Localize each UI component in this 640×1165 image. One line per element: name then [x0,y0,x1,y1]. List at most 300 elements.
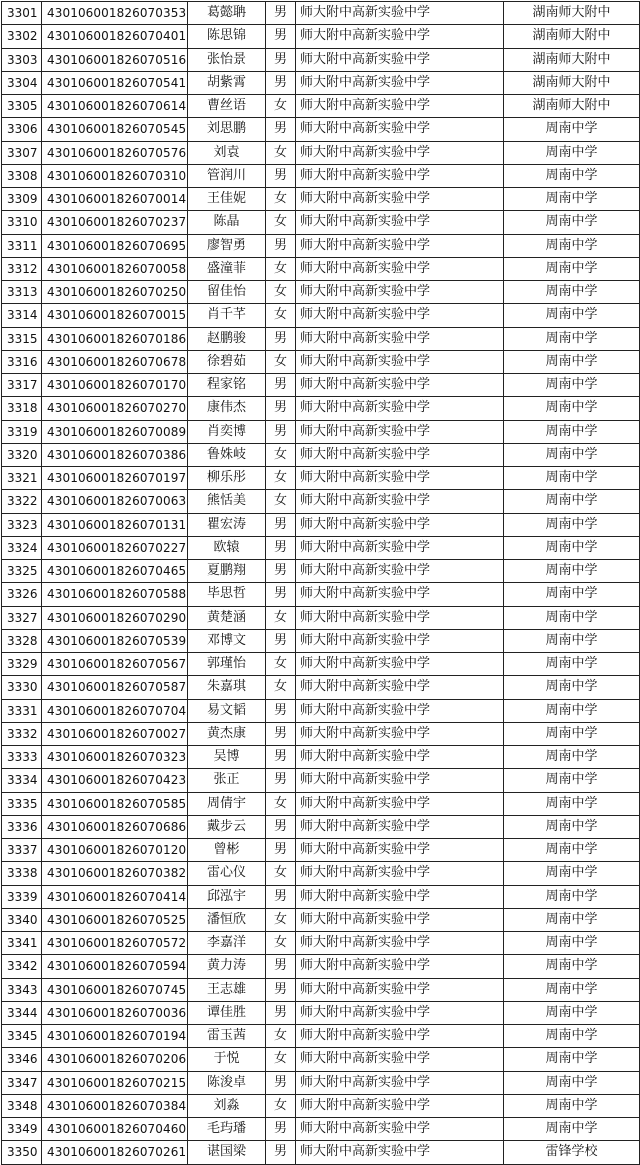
cell-origin-school: 师大附中高新实验中学 [296,722,504,745]
cell-gender: 女 [266,490,296,513]
cell-number: 3302 [2,25,42,48]
cell-gender: 女 [266,862,296,885]
cell-exam-id: 430106001826070227 [42,536,188,559]
cell-gender: 女 [266,188,296,211]
cell-gender: 男 [266,71,296,94]
cell-name: 朱嘉琪 [188,676,266,699]
cell-number: 3307 [2,141,42,164]
cell-gender: 女 [266,304,296,327]
cell-admitted-school: 周南中学 [504,955,640,978]
cell-gender: 女 [266,141,296,164]
cell-admitted-school: 湖南师大附中 [504,48,640,71]
cell-gender: 女 [266,350,296,373]
cell-admitted-school: 周南中学 [504,746,640,769]
cell-gender: 男 [266,2,296,25]
cell-exam-id: 430106001826070014 [42,188,188,211]
cell-origin-school: 师大附中高新实验中学 [296,443,504,466]
cell-exam-id: 430106001826070572 [42,932,188,955]
cell-exam-id: 430106001826070206 [42,1048,188,1071]
cell-name: 夏鹏翔 [188,560,266,583]
cell-number: 3343 [2,978,42,1001]
cell-name: 管润川 [188,164,266,187]
cell-number: 3339 [2,885,42,908]
cell-name: 曾彬 [188,839,266,862]
cell-number: 3325 [2,560,42,583]
cell-number: 3336 [2,815,42,838]
cell-exam-id: 430106001826070063 [42,490,188,513]
table-row [2,792,640,815]
cell-name: 张正 [188,769,266,792]
table-row [2,95,640,118]
cell-admitted-school: 周南中学 [504,211,640,234]
table-row [2,955,640,978]
cell-origin-school: 师大附中高新实验中学 [296,885,504,908]
cell-number: 3315 [2,327,42,350]
cell-origin-school: 师大附中高新实验中学 [296,141,504,164]
cell-admitted-school: 周南中学 [504,839,640,862]
cell-number: 3335 [2,792,42,815]
cell-exam-id: 430106001826070414 [42,885,188,908]
table-row [2,1001,640,1024]
table-row [2,1048,640,1071]
cell-name: 张怡景 [188,48,266,71]
cell-name: 黄力涛 [188,955,266,978]
cell-exam-id: 430106001826070131 [42,513,188,536]
cell-exam-id: 430106001826070460 [42,1118,188,1141]
table-row [2,932,640,955]
table-row [2,885,640,908]
cell-name: 徐碧茹 [188,350,266,373]
cell-admitted-school: 周南中学 [504,1048,640,1071]
cell-exam-id: 430106001826070015 [42,304,188,327]
cell-gender: 女 [266,932,296,955]
cell-admitted-school: 周南中学 [504,815,640,838]
cell-gender: 女 [266,792,296,815]
cell-number: 3338 [2,862,42,885]
cell-admitted-school: 周南中学 [504,327,640,350]
cell-exam-id: 430106001826070686 [42,815,188,838]
table-row [2,490,640,513]
cell-admitted-school: 周南中学 [504,536,640,559]
table-row [2,699,640,722]
table-row [2,164,640,187]
cell-name: 鲁姝岐 [188,443,266,466]
cell-number: 3317 [2,374,42,397]
cell-gender: 男 [266,699,296,722]
table-row [2,48,640,71]
cell-exam-id: 430106001826070058 [42,257,188,280]
cell-exam-id: 430106001826070423 [42,769,188,792]
cell-number: 3334 [2,769,42,792]
cell-name: 易文韬 [188,699,266,722]
cell-origin-school: 师大附中高新实验中学 [296,653,504,676]
cell-admitted-school: 湖南师大附中 [504,2,640,25]
cell-number: 3344 [2,1001,42,1024]
cell-gender: 男 [266,1141,296,1164]
cell-name: 于悦 [188,1048,266,1071]
table-row [2,653,640,676]
cell-admitted-school: 周南中学 [504,397,640,420]
cell-admitted-school: 周南中学 [504,885,640,908]
cell-name: 吴博 [188,746,266,769]
cell-name: 康伟杰 [188,397,266,420]
cell-exam-id: 430106001826070695 [42,234,188,257]
table-row [2,676,640,699]
cell-name: 雷心仪 [188,862,266,885]
cell-name: 郭瑾怡 [188,653,266,676]
table-row [2,560,640,583]
cell-origin-school: 师大附中高新实验中学 [296,629,504,652]
cell-origin-school: 师大附中高新实验中学 [296,932,504,955]
cell-number: 3311 [2,234,42,257]
cell-number: 3346 [2,1048,42,1071]
cell-exam-id: 430106001826070516 [42,48,188,71]
cell-admitted-school: 周南中学 [504,118,640,141]
cell-number: 3304 [2,71,42,94]
cell-exam-id: 430106001826070525 [42,908,188,931]
cell-admitted-school: 周南中学 [504,792,640,815]
table-row [2,420,640,443]
table-row [2,71,640,94]
cell-number: 3332 [2,722,42,745]
cell-name: 程家铭 [188,374,266,397]
cell-name: 周倩宇 [188,792,266,815]
cell-admitted-school: 周南中学 [504,281,640,304]
cell-admitted-school: 周南中学 [504,513,640,536]
cell-admitted-school: 周南中学 [504,560,640,583]
cell-admitted-school: 周南中学 [504,443,640,466]
table-row [2,2,640,25]
table-row [2,118,640,141]
cell-admitted-school: 周南中学 [504,1118,640,1141]
table-row [2,1025,640,1048]
table-row [2,839,640,862]
table-row [2,1118,640,1141]
cell-origin-school: 师大附中高新实验中学 [296,327,504,350]
cell-exam-id: 430106001826070588 [42,583,188,606]
table-row [2,746,640,769]
cell-admitted-school: 周南中学 [504,141,640,164]
cell-number: 3340 [2,908,42,931]
cell-gender: 女 [266,1025,296,1048]
cell-exam-id: 430106001826070170 [42,374,188,397]
table-row [2,141,640,164]
cell-name: 曹丝语 [188,95,266,118]
cell-origin-school: 师大附中高新实验中学 [296,25,504,48]
cell-number: 3337 [2,839,42,862]
cell-name: 留佳怡 [188,281,266,304]
cell-exam-id: 430106001826070386 [42,443,188,466]
cell-gender: 女 [266,653,296,676]
cell-name: 王志雄 [188,978,266,1001]
cell-origin-school: 师大附中高新实验中学 [296,746,504,769]
cell-origin-school: 师大附中高新实验中学 [296,978,504,1001]
cell-number: 3306 [2,118,42,141]
cell-gender: 男 [266,978,296,1001]
cell-name: 邓博文 [188,629,266,652]
cell-number: 3347 [2,1071,42,1094]
cell-gender: 男 [266,327,296,350]
cell-admitted-school: 周南中学 [504,467,640,490]
cell-number: 3318 [2,397,42,420]
cell-name: 肖千芊 [188,304,266,327]
cell-gender: 男 [266,48,296,71]
cell-name: 王佳妮 [188,188,266,211]
cell-exam-id: 430106001826070465 [42,560,188,583]
cell-exam-id: 430106001826070250 [42,281,188,304]
cell-admitted-school: 周南中学 [504,304,640,327]
cell-number: 3316 [2,350,42,373]
cell-number: 3314 [2,304,42,327]
cell-gender: 男 [266,722,296,745]
cell-exam-id: 430106001826070384 [42,1094,188,1117]
cell-exam-id: 430106001826070576 [42,141,188,164]
cell-admitted-school: 周南中学 [504,699,640,722]
cell-gender: 男 [266,583,296,606]
cell-number: 3310 [2,211,42,234]
cell-exam-id: 430106001826070310 [42,164,188,187]
table-row [2,629,640,652]
cell-number: 3303 [2,48,42,71]
cell-admitted-school: 周南中学 [504,350,640,373]
cell-admitted-school: 周南中学 [504,1094,640,1117]
cell-gender: 女 [266,908,296,931]
table-row [2,513,640,536]
table-row [2,443,640,466]
cell-name: 陈浚卓 [188,1071,266,1094]
cell-admitted-school: 周南中学 [504,164,640,187]
cell-number: 3313 [2,281,42,304]
cell-admitted-school: 周南中学 [504,676,640,699]
cell-name: 刘思鹏 [188,118,266,141]
cell-origin-school: 师大附中高新实验中学 [296,374,504,397]
table-row [2,862,640,885]
cell-name: 柳乐彤 [188,467,266,490]
cell-origin-school: 师大附中高新实验中学 [296,908,504,931]
cell-origin-school: 师大附中高新实验中学 [296,1094,504,1117]
cell-number: 3331 [2,699,42,722]
cell-exam-id: 430106001826070323 [42,746,188,769]
cell-name: 瞿宏涛 [188,513,266,536]
cell-name: 廖智勇 [188,234,266,257]
table-row [2,1141,640,1164]
cell-number: 3324 [2,536,42,559]
cell-exam-id: 430106001826070704 [42,699,188,722]
cell-number: 3330 [2,676,42,699]
cell-gender: 男 [266,118,296,141]
cell-name: 雷玉茜 [188,1025,266,1048]
cell-exam-id: 430106001826070614 [42,95,188,118]
table-row [2,281,640,304]
cell-exam-id: 430106001826070261 [42,1141,188,1164]
cell-origin-school: 师大附中高新实验中学 [296,188,504,211]
cell-admitted-school: 周南中学 [504,908,640,931]
cell-origin-school: 师大附中高新实验中学 [296,257,504,280]
table-row [2,374,640,397]
table-row [2,211,640,234]
cell-origin-school: 师大附中高新实验中学 [296,676,504,699]
cell-exam-id: 430106001826070237 [42,211,188,234]
cell-number: 3333 [2,746,42,769]
cell-exam-id: 430106001826070186 [42,327,188,350]
cell-number: 3348 [2,1094,42,1117]
cell-origin-school: 师大附中高新实验中学 [296,467,504,490]
table-row [2,397,640,420]
cell-admitted-school: 雷锋学校 [504,1141,640,1164]
cell-number: 3312 [2,257,42,280]
cell-number: 3321 [2,467,42,490]
cell-origin-school: 师大附中高新实验中学 [296,71,504,94]
cell-gender: 男 [266,1071,296,1094]
cell-number: 3320 [2,443,42,466]
cell-admitted-school: 周南中学 [504,606,640,629]
cell-origin-school: 师大附中高新实验中学 [296,1025,504,1048]
cell-admitted-school: 湖南师大附中 [504,95,640,118]
cell-admitted-school: 周南中学 [504,629,640,652]
cell-number: 3301 [2,2,42,25]
cell-name: 陈思锦 [188,25,266,48]
cell-admitted-school: 周南中学 [504,188,640,211]
cell-gender: 男 [266,815,296,838]
cell-origin-school: 师大附中高新实验中学 [296,420,504,443]
table-row [2,467,640,490]
table-row [2,536,640,559]
cell-number: 3342 [2,955,42,978]
cell-name: 胡紫霄 [188,71,266,94]
cell-gender: 女 [266,443,296,466]
cell-gender: 男 [266,839,296,862]
cell-gender: 女 [266,1094,296,1117]
table-row [2,304,640,327]
cell-name: 李嘉洋 [188,932,266,955]
cell-gender: 男 [266,25,296,48]
cell-admitted-school: 周南中学 [504,490,640,513]
cell-gender: 男 [266,164,296,187]
cell-admitted-school: 周南中学 [504,234,640,257]
cell-name: 葛懿聃 [188,2,266,25]
cell-number: 3345 [2,1025,42,1048]
cell-gender: 男 [266,234,296,257]
cell-gender: 男 [266,536,296,559]
cell-gender: 男 [266,746,296,769]
cell-origin-school: 师大附中高新实验中学 [296,281,504,304]
cell-exam-id: 430106001826070745 [42,978,188,1001]
table-row [2,257,640,280]
cell-origin-school: 师大附中高新实验中学 [296,839,504,862]
cell-number: 3323 [2,513,42,536]
cell-origin-school: 师大附中高新实验中学 [296,862,504,885]
cell-origin-school: 师大附中高新实验中学 [296,350,504,373]
cell-gender: 男 [266,629,296,652]
cell-name: 熊恬美 [188,490,266,513]
cell-admitted-school: 周南中学 [504,722,640,745]
cell-name: 陈晶 [188,211,266,234]
cell-exam-id: 430106001826070401 [42,25,188,48]
cell-origin-school: 师大附中高新实验中学 [296,815,504,838]
cell-exam-id: 430106001826070594 [42,955,188,978]
cell-name: 刘淼 [188,1094,266,1117]
cell-number: 3305 [2,95,42,118]
cell-exam-id: 430106001826070194 [42,1025,188,1048]
cell-origin-school: 师大附中高新实验中学 [296,164,504,187]
cell-origin-school: 师大附中高新实验中学 [296,1118,504,1141]
admission-table [1,1,640,1165]
cell-exam-id: 430106001826070353 [42,2,188,25]
cell-exam-id: 430106001826070545 [42,118,188,141]
cell-number: 3329 [2,653,42,676]
table-row [2,1094,640,1117]
cell-exam-id: 430106001826070120 [42,839,188,862]
cell-name: 盛潼菲 [188,257,266,280]
cell-gender: 女 [266,95,296,118]
cell-gender: 男 [266,955,296,978]
cell-gender: 女 [266,211,296,234]
cell-exam-id: 430106001826070270 [42,397,188,420]
cell-origin-school: 师大附中高新实验中学 [296,769,504,792]
cell-name: 邱泓宇 [188,885,266,908]
cell-admitted-school: 周南中学 [504,1071,640,1094]
cell-gender: 男 [266,1118,296,1141]
cell-admitted-school: 周南中学 [504,653,640,676]
cell-gender: 男 [266,1001,296,1024]
cell-origin-school: 师大附中高新实验中学 [296,234,504,257]
cell-number: 3309 [2,188,42,211]
cell-origin-school: 师大附中高新实验中学 [296,211,504,234]
cell-admitted-school: 周南中学 [504,583,640,606]
cell-name: 毛玙璠 [188,1118,266,1141]
cell-origin-school: 师大附中高新实验中学 [296,118,504,141]
cell-number: 3308 [2,164,42,187]
table-row [2,722,640,745]
cell-origin-school: 师大附中高新实验中学 [296,1141,504,1164]
cell-admitted-school: 湖南师大附中 [504,71,640,94]
cell-number: 3327 [2,606,42,629]
cell-exam-id: 430106001826070382 [42,862,188,885]
cell-admitted-school: 周南中学 [504,769,640,792]
cell-exam-id: 430106001826070290 [42,606,188,629]
cell-exam-id: 430106001826070678 [42,350,188,373]
cell-number: 3322 [2,490,42,513]
cell-origin-school: 师大附中高新实验中学 [296,699,504,722]
cell-name: 谌国梁 [188,1141,266,1164]
table-body [2,2,640,1165]
cell-origin-school: 师大附中高新实验中学 [296,1001,504,1024]
cell-origin-school: 师大附中高新实验中学 [296,792,504,815]
cell-origin-school: 师大附中高新实验中学 [296,397,504,420]
cell-gender: 女 [266,676,296,699]
cell-admitted-school: 湖南师大附中 [504,25,640,48]
cell-exam-id: 430106001826070585 [42,792,188,815]
table-row [2,908,640,931]
table-row [2,350,640,373]
cell-gender: 女 [266,467,296,490]
cell-origin-school: 师大附中高新实验中学 [296,95,504,118]
cell-gender: 男 [266,420,296,443]
cell-origin-school: 师大附中高新实验中学 [296,1048,504,1071]
cell-origin-school: 师大附中高新实验中学 [296,606,504,629]
cell-exam-id: 430106001826070197 [42,467,188,490]
cell-admitted-school: 周南中学 [504,1025,640,1048]
cell-gender: 男 [266,513,296,536]
cell-name: 黄楚涵 [188,606,266,629]
cell-admitted-school: 周南中学 [504,978,640,1001]
cell-exam-id: 430106001826070027 [42,722,188,745]
cell-number: 3349 [2,1118,42,1141]
cell-gender: 女 [266,257,296,280]
table-row [2,188,640,211]
cell-origin-school: 师大附中高新实验中学 [296,2,504,25]
cell-name: 潘恒欣 [188,908,266,931]
